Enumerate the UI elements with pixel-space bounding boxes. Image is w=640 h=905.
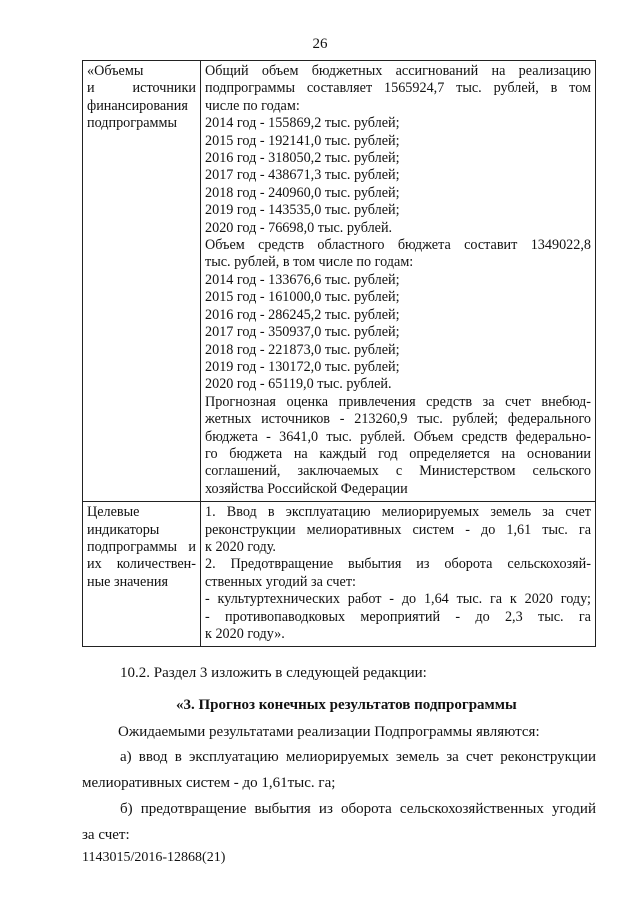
indicators-label-line: индикаторы: [87, 521, 160, 538]
section-heading: «3. Прогноз конечных результатов подпрограммы: [176, 697, 517, 713]
forecast-line: хозяйства Российской Федерации: [205, 480, 408, 497]
indicator-line: реконструкции мелиоративных систем - до 1,61 тыс. га: [205, 521, 591, 538]
forecast-line: Прогнозная оценка привлечения средств за счет внебюд-: [205, 393, 591, 410]
year-total-line: 2018 год - 240960,0 тыс. рублей;: [205, 184, 400, 201]
indicators-label-line: Целевые: [87, 504, 140, 521]
year-regional-line: 2015 год - 161000,0 тыс. рублей;: [205, 289, 400, 306]
indicators-label-line: их количествен-: [87, 556, 196, 573]
section-note: 10.2. Раздел 3 изложить в следующей редакции:: [120, 665, 427, 681]
indicator-line: ственных угодий за счет:: [205, 573, 356, 590]
year-regional-line: 2019 год - 130172,0 тыс. рублей;: [205, 358, 400, 375]
year-regional-line: 2020 год - 65119,0 тыс. рублей.: [205, 376, 392, 393]
year-total-line: 2017 год - 438671,3 тыс. рублей;: [205, 167, 400, 184]
year-total-line: 2019 год - 143535,0 тыс. рублей;: [205, 202, 400, 219]
result-item-a-line: мелиоративных систем - до 1,61тыс. га;: [82, 775, 336, 791]
result-item-b-line: б) предотвращение выбытия из оборота сельскохозяйственных угодий: [120, 801, 596, 817]
total-intro-line: подпрограммы составляет 1565924,7 тыс. рублей, в том: [205, 80, 591, 97]
year-total-line: 2016 год - 318050,2 тыс. рублей;: [205, 150, 400, 167]
financing-content-cell: [201, 61, 596, 502]
financing-label-line: «Объемы: [87, 63, 144, 79]
year-total-line: 2015 год - 192141,0 тыс. рублей;: [205, 132, 400, 149]
indicators-content-cell: [201, 502, 596, 647]
table-row-financing: [83, 61, 596, 502]
year-regional-line: 2016 год - 286245,2 тыс. рублей;: [205, 306, 400, 323]
year-total-line: 2014 год - 155869,2 тыс. рублей;: [205, 115, 400, 132]
financing-label-line: подпрограммы: [87, 115, 177, 132]
document-code: 1143015/2016-12868(21): [82, 850, 226, 865]
indicators-label-line: ные значения: [87, 573, 169, 590]
indicator-line: 1. Ввод в эксплуатацию мелиорируемых земель за счет: [205, 504, 591, 521]
forecast-line: бюджета - 3641,0 тыс. рублей. Объем средств федерально-: [205, 428, 591, 445]
indicator-line: к 2020 году».: [205, 626, 285, 642]
indicator-line: к 2020 году.: [205, 538, 276, 555]
indicators-label-cell: [83, 502, 201, 647]
indicator-line: - противопаводковых мероприятий - до 2,3 тыс. га: [205, 608, 591, 625]
forecast-line: го бюджета на каждый год определяется на основании: [205, 445, 591, 462]
results-intro: Ожидаемыми результатами реализации Подпрограммы являются:: [118, 724, 540, 740]
regional-intro-line: тыс. рублей, в том числе по годам:: [205, 254, 414, 271]
forecast-line: жетных источников - 213260,9 тыс. рублей; федерального: [205, 411, 591, 428]
page-number: 26: [312, 36, 328, 52]
year-regional-line: 2017 год - 350937,0 тыс. рублей;: [205, 324, 400, 341]
regional-intro-line: Объем средств областного бюджета составит 1349022,8: [205, 237, 591, 254]
result-item-a-line: а) ввод в эксплуатацию мелиорируемых земель за счет реконструкции: [120, 749, 596, 765]
total-intro-line: числе по годам:: [205, 97, 300, 114]
subprogram-passport-table: [82, 60, 596, 647]
result-item-b-line: за счет:: [82, 827, 130, 843]
year-total-line: 2020 год - 76698,0 тыс. рублей.: [205, 219, 393, 236]
indicator-line: 2. Предотвращение выбытия из оборота сельскохозяй-: [205, 556, 591, 573]
financing-label-cell: [83, 61, 201, 502]
forecast-line: соглашений, заключаемых с Министерством сельского: [205, 463, 591, 480]
total-intro-line: Общий объем бюджетных ассигнований на реализацию: [205, 63, 591, 79]
indicator-line: - культуртехнических работ - до 1,64 тыс. га к 2020 году;: [205, 591, 591, 608]
financing-label-line: и источники: [87, 80, 196, 97]
table-row-indicators: [83, 502, 596, 647]
indicators-label-line: подпрограммы и: [87, 538, 196, 555]
year-regional-line: 2014 год - 133676,6 тыс. рублей;: [205, 271, 400, 288]
financing-label-line: финансирования: [87, 97, 188, 114]
year-regional-line: 2018 год - 221873,0 тыс. рублей;: [205, 341, 400, 358]
